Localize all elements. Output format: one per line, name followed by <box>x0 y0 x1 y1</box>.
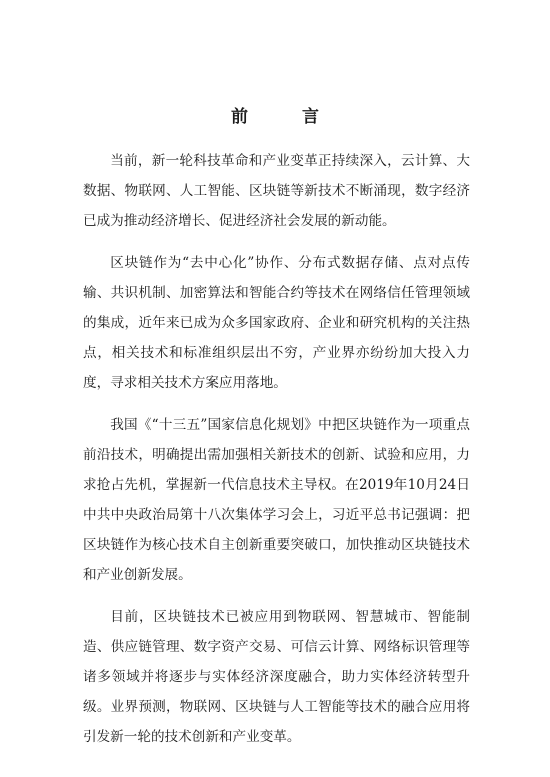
paragraph-3: 我国《“十三五”国家信息化规划》中把区块链作为一项重点前沿技术，明确提出需加强相关新技术的创新、试验和应用，力求抢占先机，掌握新一代信息技术主导权。在2019年10月24日中共中央政治局第十八次集体学习会上，习近平总书记强调：把区块链作为核心技术自主创新重要突破口，加快推动区块链技术和产业创新发展。 <box>83 417 470 583</box>
paragraph-2: 区块链作为“去中心化”协作、分布式数据存储、点对点传输、共识机制、加密算法和智能合约等技术在网络信任管理领域的集成，近年来已成为众多国家政府、企业和研究机构的关注热点，相关技术和标准组织层出不穷，产业界亦纷纷加大投入力度，寻求相关技术方案应用落地。 <box>83 255 470 391</box>
paragraph-1: 当前，新一轮科技革命和产业变革正持续深入，云计算、大数据、物联网、人工智能、区块链等新技术不断涌现，数字经济已成为推动经济增长、促进经济社会发展的新动能。 <box>83 153 470 229</box>
preface-body <box>83 146 470 764</box>
page-title: 前 言 <box>231 107 343 127</box>
paragraph-4: 目前，区块链技术已被应用到物联网、智慧城市、智能制造、供应链管理、数字资产交易、可信云计算、网络标识管理等诸多领域并将逐步与实体经济深度融合，助力实体经济转型升级。业界预测，物联网、区块链与人工智能等技术的融合应用将引发新一轮的技术创新和产业变革。 <box>83 609 470 745</box>
